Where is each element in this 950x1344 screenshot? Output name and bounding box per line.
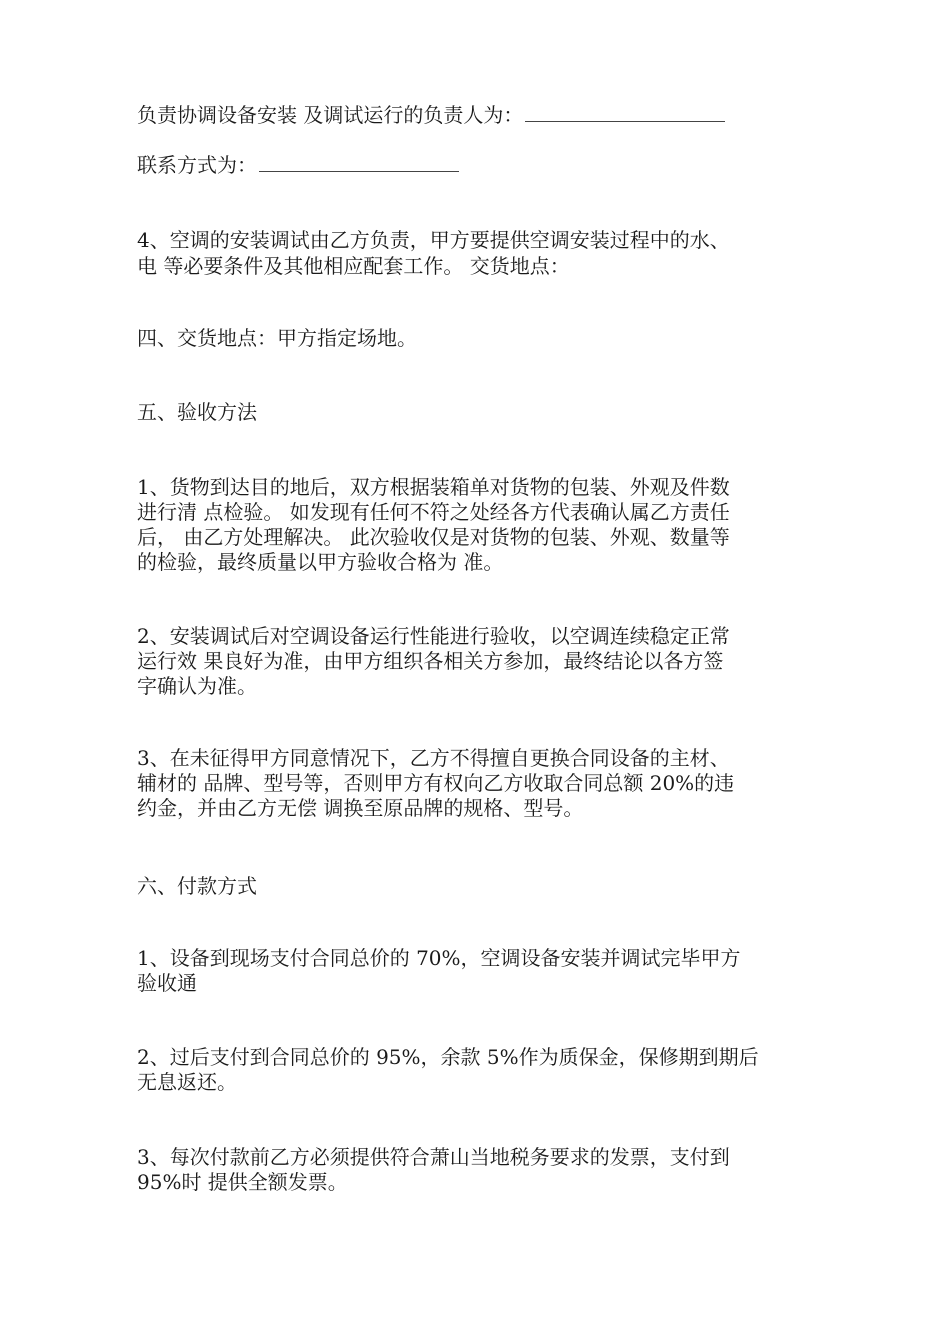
section5-heading: 五、验收方法 <box>137 400 257 424</box>
acceptance-3-line-1: 3、在未征得甲方同意情况下，乙方不得擅自更换合同设备的主材、 <box>137 746 730 770</box>
acceptance-2-line-1: 2、安装调试后对空调设备运行性能进行验收，以空调连续稳定正常 <box>137 624 730 648</box>
acceptance-2-line-3: 字确认为准。 <box>137 674 257 698</box>
acceptance-2-line-2: 运行效 果良好为准，由甲方组织各相关方参加，最终结论以各方签 <box>137 649 724 673</box>
payment-1-line-2: 验收通 <box>137 971 197 995</box>
payment-2-line-2: 无息返还。 <box>137 1070 237 1094</box>
acceptance-3-line-3: 约金，并由乙方无偿 调换至原品牌的规格、型号。 <box>137 796 584 820</box>
contact-method-line <box>137 151 817 178</box>
section4-heading: 四、交货地点：甲方指定场地。 <box>137 326 417 350</box>
contact-person-blank <box>525 101 725 122</box>
payment-3-line-2: 95%时 提供全额发票。 <box>137 1170 348 1194</box>
contact-person-line <box>137 101 817 128</box>
acceptance-3-line-2: 辅材的 品牌、型号等，否则甲方有权向乙方收取合同总额 20%的违 <box>137 771 735 795</box>
payment-3-line-1: 3、每次付款前乙方必须提供符合萧山当地税务要求的发票，支付到 <box>137 1145 730 1169</box>
payment-1-line-1: 1、设备到现场支付合同总价的 70%，空调设备安装并调试完毕甲方 <box>137 946 741 970</box>
item4-line-2: 电 等必要条件及其他相应配套工作。 交货地点： <box>137 254 570 278</box>
acceptance-1-line-1: 1、货物到达目的地后，双方根据装箱单对货物的包装、外观及件数 <box>137 475 730 499</box>
acceptance-1-line-3: 后， 由乙方处理解决。 此次验收仅是对货物的包装、外观、数量等 <box>137 525 730 549</box>
contact-person-label: 负责协调设备安装 及调试运行的负责人为： <box>137 103 524 127</box>
item4-line-1: 4、空调的安装调试由乙方负责，甲方要提供空调安装过程中的水、 <box>137 228 730 252</box>
acceptance-1-line-4: 的检验，最终质量以甲方验收合格为 准。 <box>137 550 504 574</box>
acceptance-1-line-2: 进行清 点检验。 如发现有任何不符之处经各方代表确认属乙方责任 <box>137 500 730 524</box>
section6-heading: 六、付款方式 <box>137 874 257 898</box>
contact-method-blank <box>259 151 459 172</box>
contact-method-label: 联系方式为： <box>137 153 257 177</box>
payment-2-line-1: 2、过后支付到合同总价的 95%，余款 5%作为质保金，保修期到期后 <box>137 1045 759 1069</box>
